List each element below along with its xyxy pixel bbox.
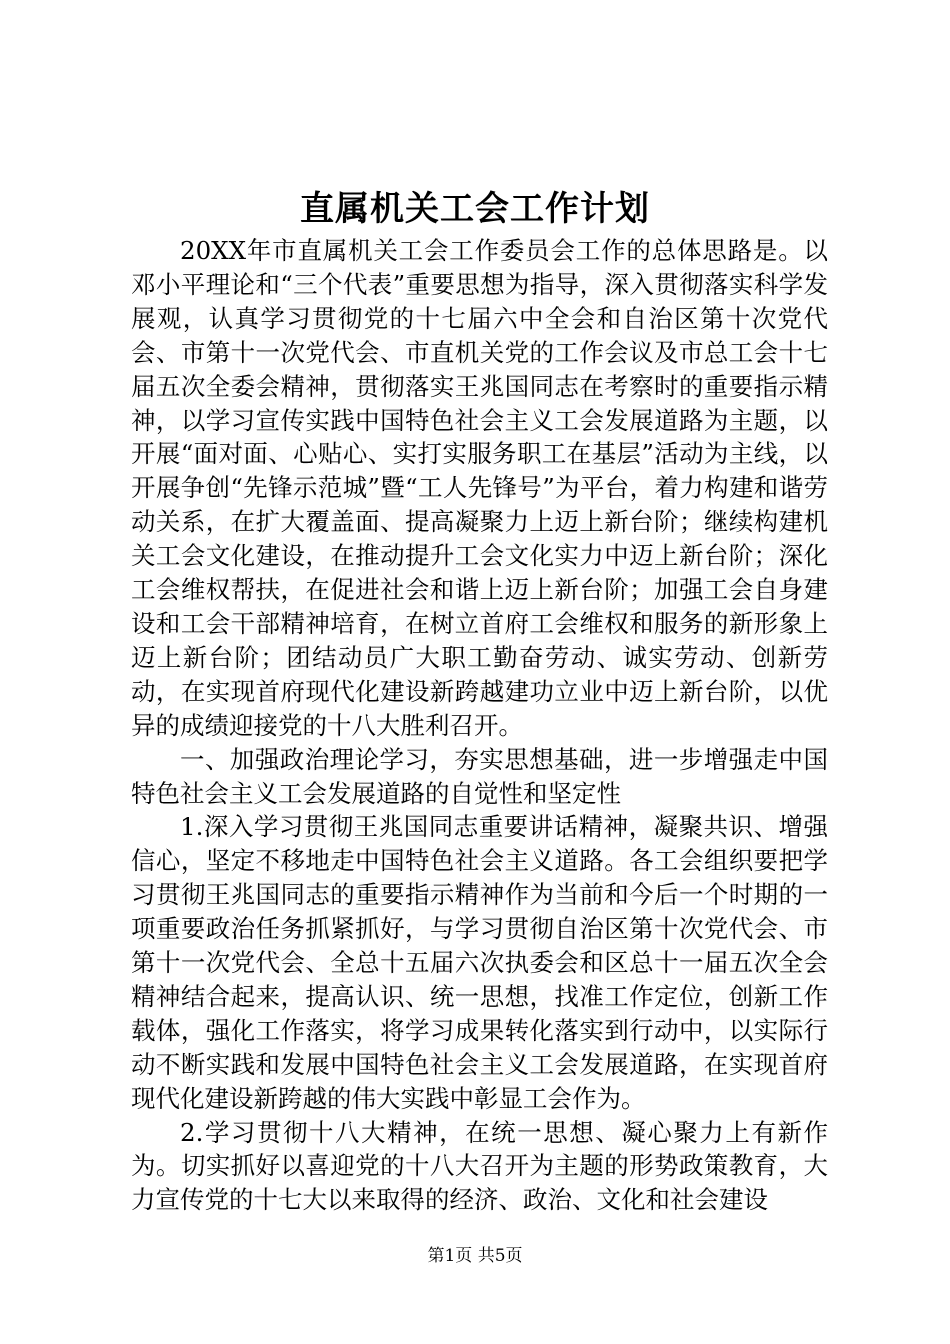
paragraph-intro: 20XX年市直属机关工会工作委员会工作的总体思路是。以邓小平理论和“三个代表”重要思想为指导，深入贯彻落实科学发展观，认真学习贯彻党的十七届六中全会和自治区第十次党代会、市第十一次党代会、市直机关党的工作会议及市总工会十七届五次全委会精神，贯彻落实王兆国同志在考察时的重要指示精神，以学习宣传实践中国特色社会主义工会发展道路为主题，以开展“面对面、心贴心、实打实服务职工在基层”活动为主线，以开展争创“先锋示范城”暨“工人先锋号”为平台，着力构建和谐劳动关系，在扩大覆盖面、提高凝聚力上迈上新台阶；继续构建机关工会文化建设，在推动提升工会文化实力中迈上新台阶；深化工会维权帮扶，在促进社会和谐上迈上新台阶；加强工会自身建设和工会干部精神培育，在树立首府工会维权和服务的新形象上迈上新台阶；团结动员广大职工勤奋劳动、诚实劳动、创新劳动，在实现首府现代化建设新跨越建功立业中迈上新台阶，以优异的成绩迎接党的十八大胜利召开。 — [131, 236, 828, 740]
paragraph-item-2: 2.学习贯彻十八大精神，在统一思想、凝心聚力上有新作为。切实抓好以喜迎党的十八大召开为主题的形势政策教育，大力宣传党的十七大以来取得的经济、政治、文化和社会建设 — [131, 1117, 828, 1215]
paragraph-item-1: 1.深入学习贯彻王兆国同志重要讲话精神，凝聚共识、增强信心，坚定不移地走中国特色社会主义道路。各工会组织要把学习贯彻王兆国同志的重要指示精神作为当前和今后一个时期的一项重要政治任务抓紧抓好，与学习贯彻自治区第十次党代会、市第十一次党代会、全总十五届六次执委会和区总十一届五次全会精神结合起来，提高认识、统一思想，找准工作定位，创新工作载体，强化工作落实，将学习成果转化落实到行动中，以实际行动不断实践和发展中国特色社会主义工会发展道路，在实现首府现代化建设新跨越的伟大实践中彰显工会作为。 — [131, 812, 828, 1113]
page-number: 第1页 共5页 — [427, 1246, 523, 1266]
paragraph-section-1-heading: 一、加强政治理论学习，夯实思想基础，进一步增强走中国特色社会主义工会发展道路的自觉性和坚定性 — [131, 744, 828, 808]
document-body — [131, 234, 828, 1217]
document-title: 直属机关工会工作计划 — [300, 189, 650, 229]
